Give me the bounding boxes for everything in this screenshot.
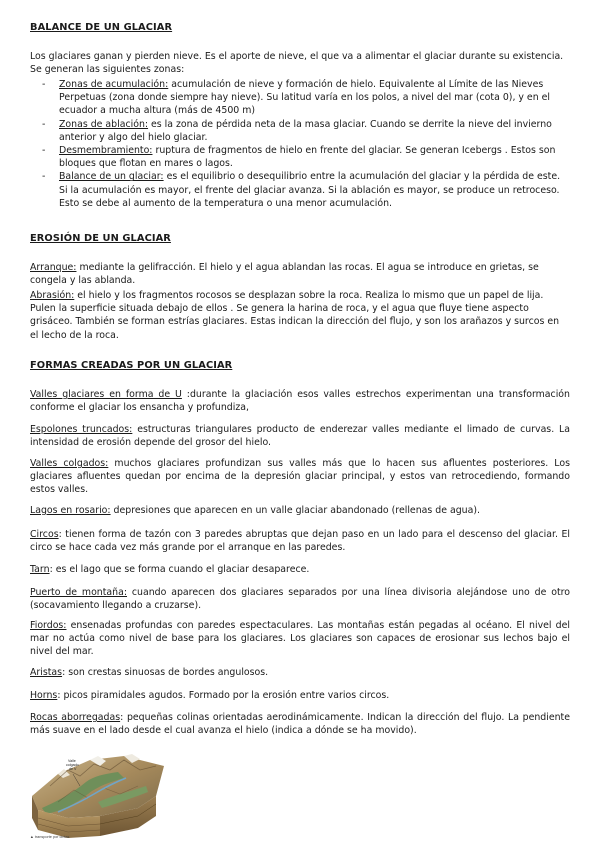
- formas-item: Valles glaciares en forma de U :durante la glaciación esos valles estrechos experimentan una transformación conforme el glaciar los ensancha y profundiza,: [30, 389, 570, 414]
- formas-item: Aristas: son crestas sinuosas de bordes angulosos.: [30, 667, 269, 678]
- term: Arranque:: [30, 262, 77, 273]
- figure-label: Valle colgado de V: [66, 759, 79, 771]
- erosion-arranque: Arranque: mediante la gelifracción. El hielo y el agua ablandan las rocas. El agua se introduce en grietas, se congela y las ablanda.: [30, 262, 539, 287]
- erosion-abrasion: Abrasión: el hielo y los fragmentos rocosos se desplazan sobre la roca. Realiza lo mismo que un papel de lija. Pulen la superficie situada debajo de ellos . Se genera la harina de roca, y el agua que fluye tiene aspecto grisáceo. También se forman estrías glaciares. Estas indican la dirección del flujo, y son los arañazos y surcos en el lecho de la roca.: [30, 290, 560, 341]
- section-title-formas: FORMAS CREADAS POR UN GLACIAR: [30, 360, 233, 371]
- formas-item: Puerto de montaña: cuando aparecen dos glaciares separados por una línea divisoria alejándose uno de otro (socavamiento llegando a cruzarse).: [30, 587, 571, 612]
- formas-item: Fiordos: ensenadas profundas con paredes espectaculares. Las montañas están pegadas al océano. El nivel del mar no actúa como nivel de base para los glaciares. Los glaciares son capaces de erosionar sus lechos bajo el nivel del mar.: [30, 620, 570, 658]
- hanging-valley-illustration: [28, 752, 170, 840]
- term: Zonas de ablación:: [59, 118, 149, 130]
- list-item: - Balance de un glaciar: es el equilibrio o desequilibrio entre la acumulación del glaciar y la pérdida de este. Si la acumulación es mayor, el frente del glaciar avanza. Si la ablación es mayor, se produce un retroceso. Esto se debe al aumento de la temperatura o una menor acumulación.: [42, 171, 561, 209]
- formas-item: Circos: tienen forma de tazón con 3 paredes abruptas que dejan paso en un lado para el descenso del glaciar. El circo se hace cada vez más grande por el arranque en las paredes.: [30, 529, 570, 554]
- formas-item: Espolones truncados: estructuras triangulares producto de enderezar valles mediante el limado de curvas. La intensidad de erosión depende del grosor del hielo.: [30, 424, 571, 449]
- figure-caption: ▲ transporte por cintas: [30, 835, 70, 839]
- list-item: - Zonas de ablación: es la zona de pérdida neta de la masa glaciar. Cuando se derrite la nieve del invierno anterior y algo del hielo glaciar.: [42, 118, 552, 143]
- section-title-balance: BALANCE DE UN GLACIAR: [30, 22, 173, 33]
- list-item: - Desmembramiento: ruptura de fragmentos de hielo en frente del glaciar. Se generan Icebergs . Estos son bloques que flotan en mares o lagos.: [42, 145, 556, 170]
- term: Abrasión:: [30, 290, 75, 301]
- formas-item: Valles colgados: muchos glaciares profundizan sus valles más que lo hacen sus afluentes posteriores. Los glaciares afluentes quedan por encima de la depresión glaciar principal, y estos van retrocediendo, formando estos valles.: [30, 458, 570, 496]
- term: Zonas de acumulación:: [59, 79, 169, 90]
- term: Balance de un glaciar:: [59, 171, 164, 183]
- formas-item: Rocas aborregadas: pequeñas colinas orientadas aerodinámicamente. Indican la dirección del flujo. La pendiente más suave en el lado desde el cual avanza el hielo (indica a dónde se ha movido).: [30, 712, 571, 737]
- formas-item: Tarn: es el lago que se forma cuando el glaciar desaparece.: [30, 564, 310, 575]
- term: Desmembramiento:: [59, 145, 153, 157]
- section-title-erosion: EROSIÓN DE UN GLACIAR: [30, 233, 171, 244]
- balance-intro: Los glaciares ganan y pierden nieve. Es el aporte de nieve, el que va a alimentar el glaciar durante su existencia. Se generan las siguientes zonas:: [30, 51, 564, 76]
- balance-list: [30, 78, 570, 210]
- formas-item: Lagos en rosario: depresiones que aparecen en un valle glaciar abandonado (rellenas de agua).: [30, 505, 480, 516]
- formas-item: Horns: picos piramidales agudos. Formado por la erosión entre varios circos.: [30, 690, 390, 701]
- list-item: - Zonas de acumulación: acumulación de nieve y formación de hielo. Equivalente al Límite de las Nieves Perpetuas (zona donde siempre hay nieve). Su latitud varía en los polos, a nivel del mar (cota 0), y en el ecuador a mucha altura (más de 4500 m): [42, 79, 550, 117]
